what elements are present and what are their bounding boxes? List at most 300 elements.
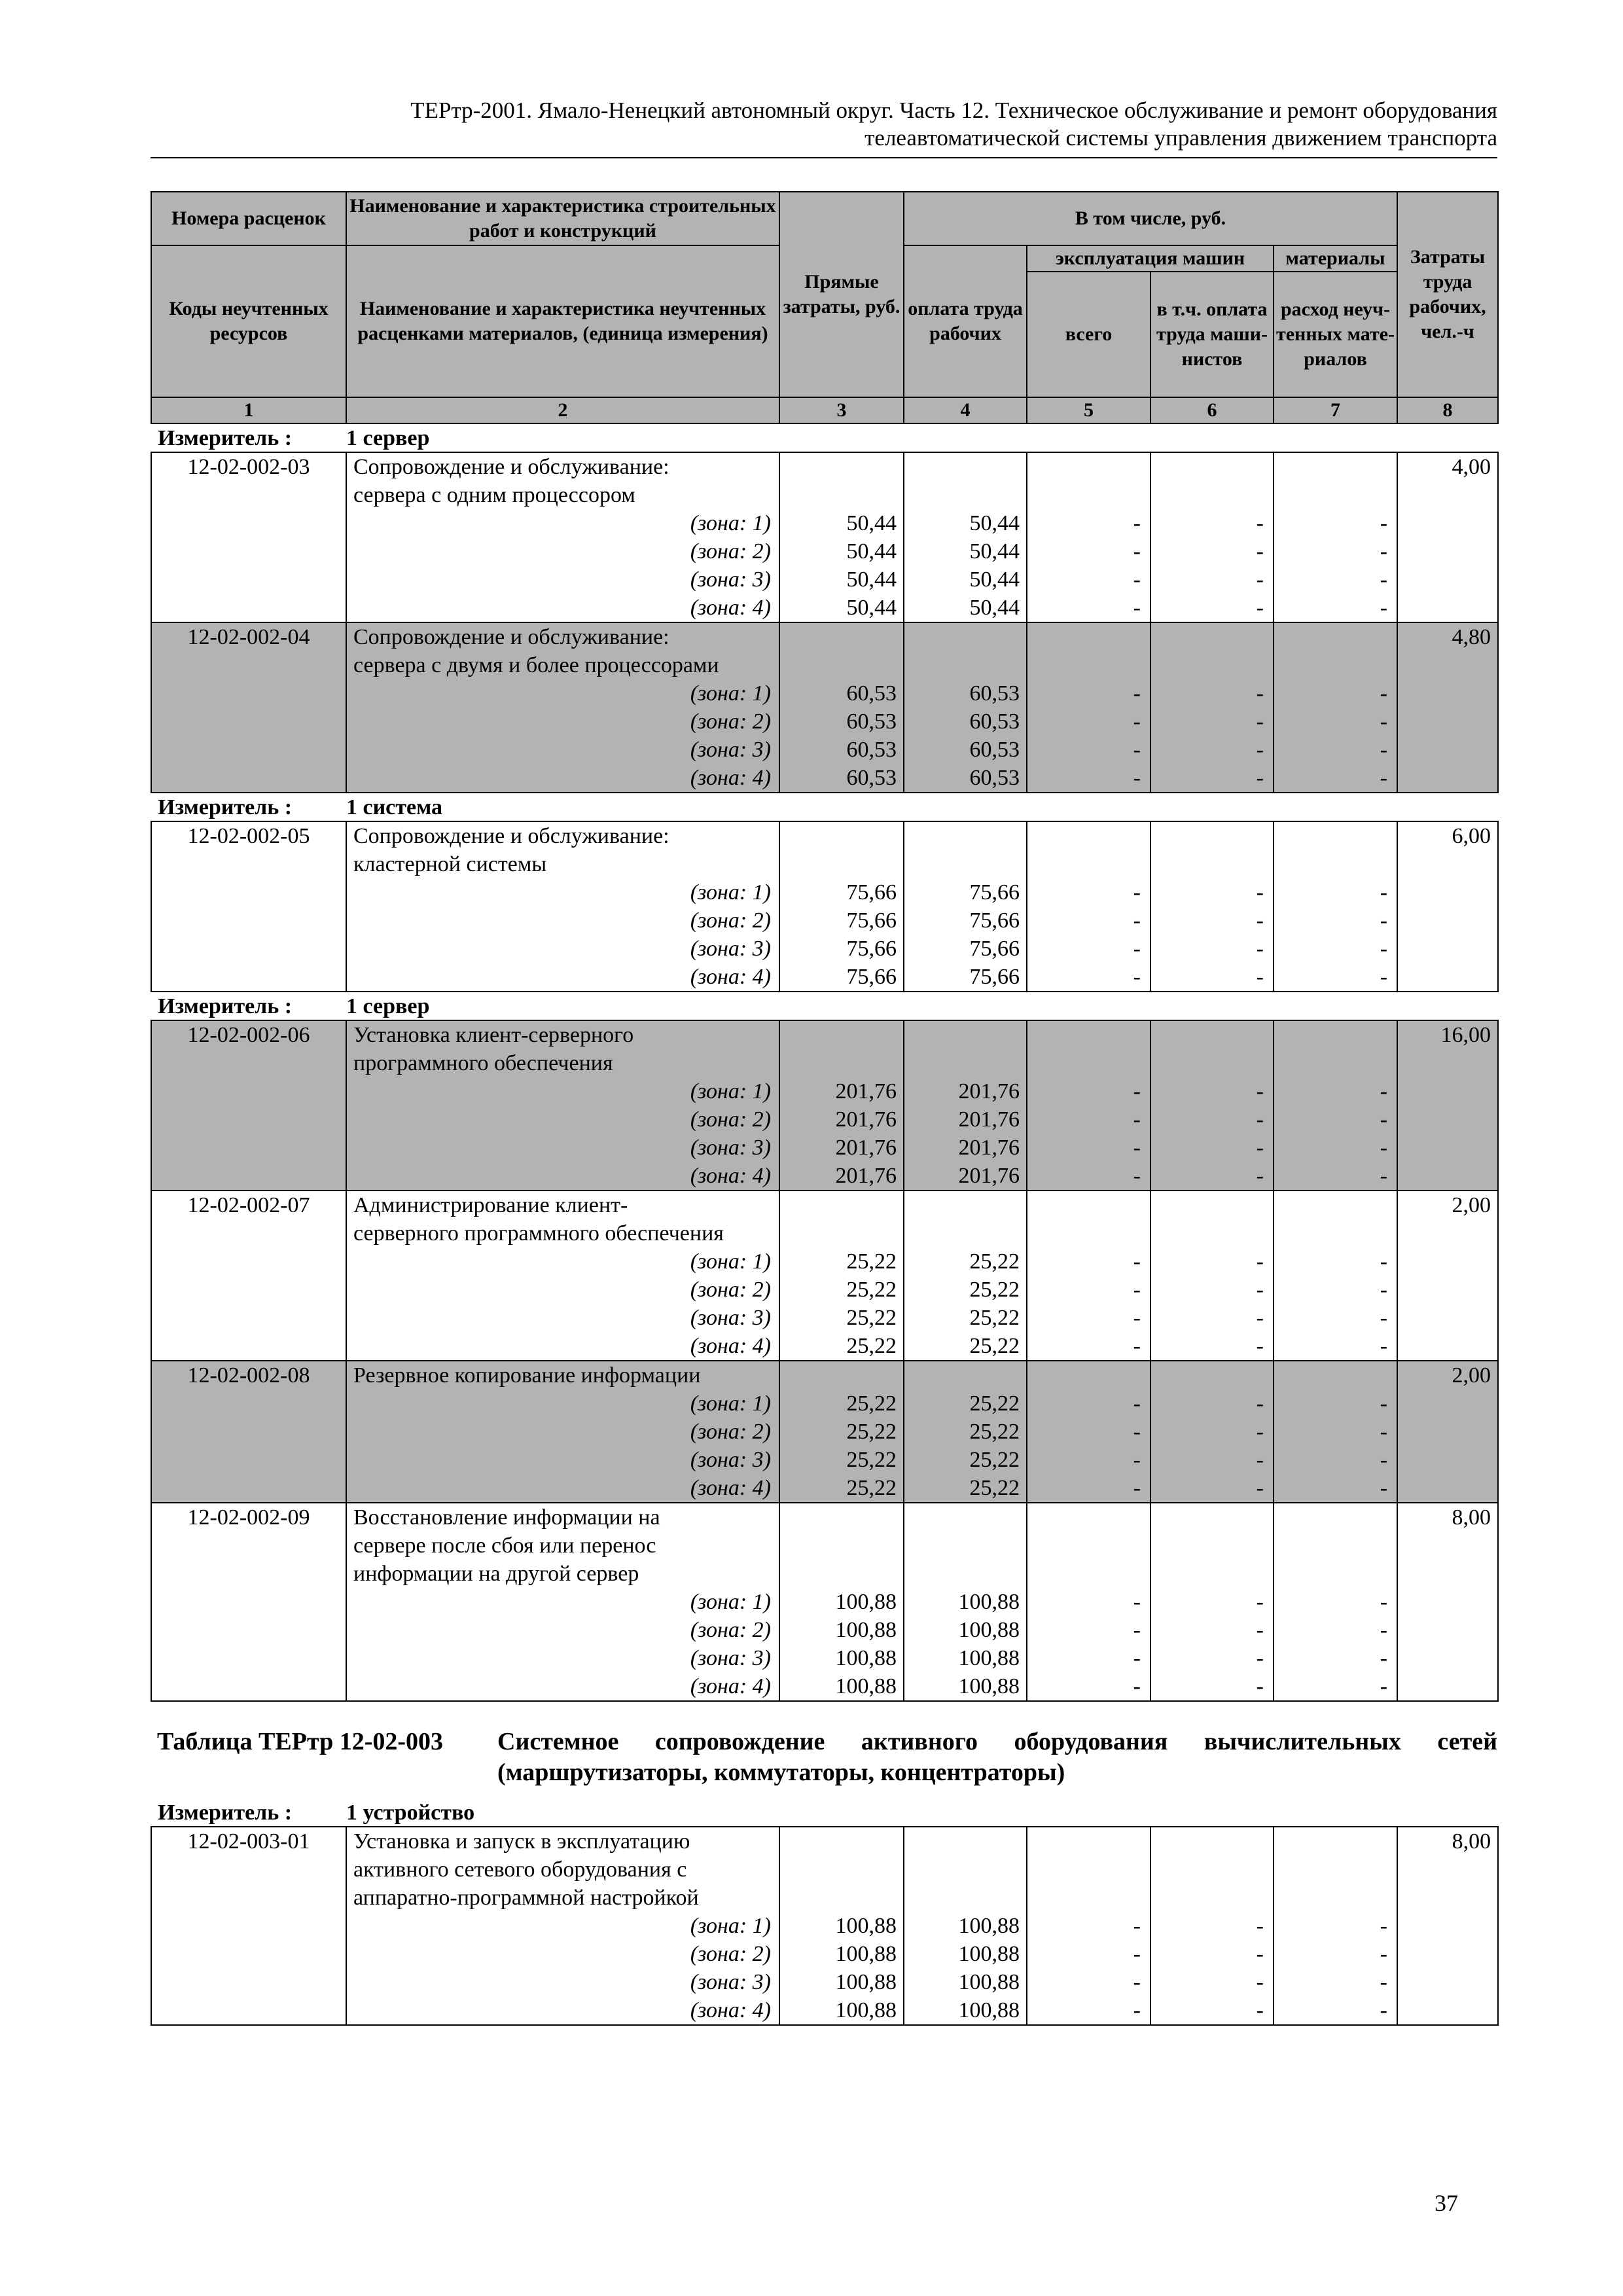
materials-value: - — [1274, 878, 1397, 906]
direct-costs-value: 100,88 — [779, 1644, 904, 1672]
direct-costs-value: 25,22 — [779, 1276, 904, 1304]
direct-costs-value: 60,53 — [779, 736, 904, 764]
worker-pay-value: 100,88 — [904, 1644, 1027, 1672]
labor-cost: 6,00 — [1397, 821, 1498, 850]
empty-cell — [904, 452, 1027, 481]
col-header-materials-use: расход неуч-тенных мате-риалов — [1274, 272, 1397, 397]
measure-label: Измеритель : — [158, 795, 293, 819]
table-row — [151, 1191, 1498, 1219]
empty-cell — [1274, 850, 1397, 878]
operator-pay-value: - — [1150, 1446, 1274, 1474]
labor-cost: 2,00 — [1397, 1361, 1498, 1390]
operator-pay-value: - — [1150, 1588, 1274, 1616]
empty-cell — [1027, 622, 1150, 651]
direct-costs-value: 25,22 — [779, 1332, 904, 1361]
operator-pay-value: - — [1150, 537, 1274, 565]
zone-label: (зона: 1) — [346, 509, 779, 537]
col-header-rate-numbers: Номера расценок — [151, 192, 346, 245]
worker-pay-value: 25,22 — [904, 1247, 1027, 1276]
labor-cost: 8,00 — [1397, 1827, 1498, 1856]
zone-row — [151, 1616, 1498, 1644]
work-name-line: Резервное копирование информации — [346, 1361, 779, 1390]
operator-pay-value: - — [1150, 1672, 1274, 1701]
worker-pay-value: 75,66 — [904, 963, 1027, 992]
machines-total-value: - — [1027, 1247, 1150, 1276]
rate-code-cell — [151, 481, 346, 509]
machines-total-value: - — [1027, 1672, 1150, 1701]
worker-pay-value: 100,88 — [904, 1588, 1027, 1616]
empty-cell — [904, 481, 1027, 509]
empty-cell — [1397, 1049, 1498, 1077]
worker-pay-value: 50,44 — [904, 594, 1027, 622]
zone-label: (зона: 3) — [346, 1446, 779, 1474]
zone-label: (зона: 1) — [346, 1912, 779, 1940]
worker-pay-value: 100,88 — [904, 1672, 1027, 1701]
empty-cell — [1397, 1162, 1498, 1191]
zone-label: (зона: 2) — [346, 1105, 779, 1134]
direct-costs-value: 25,22 — [779, 1474, 904, 1503]
work-name-line: сервера с двумя и более процессорами — [346, 651, 779, 679]
col-header-work-name: Наименование и характеристика строительных работ и конструкций — [346, 192, 779, 245]
operator-pay-value: - — [1150, 1390, 1274, 1418]
empty-cell — [1397, 679, 1498, 708]
col-header-materials-name: Наименование и характеристика неучтенных расценками материалов, (единица измерения) — [346, 245, 779, 397]
col-header-operator-pay: в т.ч. оплата труда маши-нистов — [1150, 272, 1274, 397]
worker-pay-value: 25,22 — [904, 1390, 1027, 1418]
zone-label: (зона: 1) — [346, 1588, 779, 1616]
measure-label: Измеритель : — [158, 426, 293, 450]
machines-total-value: - — [1027, 1304, 1150, 1332]
column-number: 5 — [1027, 397, 1150, 423]
zone-label: (зона: 2) — [346, 537, 779, 565]
rate-code-cell — [151, 1616, 346, 1644]
rate-code-cell — [151, 1672, 346, 1701]
empty-cell — [1027, 1361, 1150, 1390]
zone-label: (зона: 1) — [346, 1077, 779, 1105]
operator-pay-value: - — [1150, 594, 1274, 622]
zone-row — [151, 537, 1498, 565]
measure-unit: 1 сервер — [346, 994, 430, 1018]
table-row — [151, 850, 1498, 878]
rate-code-cell — [151, 1418, 346, 1446]
zone-row — [151, 1105, 1498, 1134]
empty-cell — [1150, 1856, 1274, 1884]
empty-cell — [1397, 565, 1498, 594]
machines-total-value: - — [1027, 906, 1150, 935]
machines-total-value: - — [1027, 1105, 1150, 1134]
empty-cell — [779, 1049, 904, 1077]
worker-pay-value: 50,44 — [904, 509, 1027, 537]
zone-row — [151, 565, 1498, 594]
materials-value: - — [1274, 1474, 1397, 1503]
zone-row — [151, 1134, 1498, 1162]
rate-code-cell — [151, 1077, 346, 1105]
materials-value: - — [1274, 935, 1397, 963]
empty-cell — [1027, 821, 1150, 850]
column-number: 7 — [1274, 397, 1397, 423]
empty-cell — [779, 1884, 904, 1912]
worker-pay-value: 50,44 — [904, 537, 1027, 565]
empty-cell — [779, 622, 904, 651]
materials-value: - — [1274, 1644, 1397, 1672]
work-name-line: Установка и запуск в эксплуатацию — [346, 1827, 779, 1856]
zone-label: (зона: 1) — [346, 878, 779, 906]
zone-row — [151, 1390, 1498, 1418]
zone-row — [151, 708, 1498, 736]
table-row — [151, 452, 1498, 481]
col-header-materials: материалы — [1274, 245, 1397, 272]
machines-total-value: - — [1027, 1588, 1150, 1616]
empty-cell — [1274, 1219, 1397, 1247]
zone-row — [151, 1588, 1498, 1616]
empty-cell — [1397, 850, 1498, 878]
direct-costs-value: 60,53 — [779, 764, 904, 793]
operator-pay-value: - — [1150, 1134, 1274, 1162]
zone-label: (зона: 4) — [346, 1332, 779, 1361]
worker-pay-value: 100,88 — [904, 1940, 1027, 1968]
rates-table — [151, 191, 1499, 1702]
zone-label: (зона: 2) — [346, 1616, 779, 1644]
rate-code-cell — [151, 736, 346, 764]
empty-cell — [904, 1191, 1027, 1219]
worker-pay-value: 100,88 — [904, 1616, 1027, 1644]
direct-costs-value: 201,76 — [779, 1162, 904, 1191]
empty-cell — [779, 1560, 904, 1588]
empty-cell — [1027, 1191, 1150, 1219]
rate-code-cell — [151, 850, 346, 878]
empty-cell — [1397, 906, 1498, 935]
zone-label: (зона: 3) — [346, 1304, 779, 1332]
empty-cell — [904, 1361, 1027, 1390]
empty-cell — [1397, 1418, 1498, 1446]
materials-value: - — [1274, 1616, 1397, 1644]
operator-pay-value: - — [1150, 1912, 1274, 1940]
rate-code-cell — [151, 1332, 346, 1361]
zone-label: (зона: 4) — [346, 764, 779, 793]
empty-cell — [1150, 1560, 1274, 1588]
worker-pay-value: 25,22 — [904, 1276, 1027, 1304]
direct-costs-value: 201,76 — [779, 1134, 904, 1162]
materials-value: - — [1274, 708, 1397, 736]
zone-row — [151, 509, 1498, 537]
zone-row — [151, 1672, 1498, 1701]
machines-total-value: - — [1027, 509, 1150, 537]
direct-costs-value: 100,88 — [779, 1968, 904, 1996]
materials-value: - — [1274, 1105, 1397, 1134]
empty-cell — [1150, 821, 1274, 850]
col-header-including: В том числе, руб. — [904, 192, 1397, 245]
machines-total-value: - — [1027, 1644, 1150, 1672]
empty-cell — [779, 1503, 904, 1532]
labor-cost: 4,80 — [1397, 622, 1498, 651]
rate-code-cell — [151, 708, 346, 736]
table-row — [151, 481, 1498, 509]
rate-code-cell — [151, 1474, 346, 1503]
empty-cell — [1027, 1827, 1150, 1856]
materials-value: - — [1274, 1446, 1397, 1474]
rate-code-cell — [151, 509, 346, 537]
rate-code: 12-02-002-07 — [151, 1191, 346, 1219]
machines-total-value: - — [1027, 565, 1150, 594]
operator-pay-value: - — [1150, 679, 1274, 708]
empty-cell — [904, 1560, 1027, 1588]
page-number: 37 — [1435, 2190, 1458, 2216]
empty-cell — [1150, 622, 1274, 651]
operator-pay-value: - — [1150, 1332, 1274, 1361]
materials-value: - — [1274, 764, 1397, 793]
empty-cell — [1027, 1856, 1150, 1884]
work-name-line: серверного программного обеспечения — [346, 1219, 779, 1247]
empty-cell — [1027, 1503, 1150, 1532]
machines-total-value: - — [1027, 935, 1150, 963]
empty-cell — [1397, 1077, 1498, 1105]
machines-total-value: - — [1027, 679, 1150, 708]
empty-cell — [779, 821, 904, 850]
empty-cell — [779, 1191, 904, 1219]
worker-pay-value: 25,22 — [904, 1332, 1027, 1361]
machines-total-value: - — [1027, 878, 1150, 906]
direct-costs-value: 25,22 — [779, 1418, 904, 1446]
rate-code-cell — [151, 906, 346, 935]
col-header-direct-costs: Прямые затраты, руб. — [779, 192, 904, 397]
table-row — [151, 1884, 1498, 1912]
rate-code-cell — [151, 594, 346, 622]
zone-row — [151, 1474, 1498, 1503]
table-row — [151, 1503, 1498, 1532]
work-name-line: Сопровождение и обслуживание: — [346, 452, 779, 481]
zone-row — [151, 594, 1498, 622]
empty-cell — [1397, 1304, 1498, 1332]
rate-code-cell — [151, 963, 346, 992]
empty-cell — [1397, 1912, 1498, 1940]
zone-row — [151, 1418, 1498, 1446]
machines-total-value: - — [1027, 1276, 1150, 1304]
measure-unit: 1 система — [346, 795, 442, 819]
machines-total-value: - — [1027, 1418, 1150, 1446]
table-row — [151, 1020, 1498, 1049]
empty-cell — [1150, 1191, 1274, 1219]
rate-code-cell — [151, 1856, 346, 1884]
rate-code-cell — [151, 679, 346, 708]
column-number: 8 — [1397, 397, 1498, 423]
work-name-line: Сопровождение и обслуживание: — [346, 821, 779, 850]
col-header-machines: эксплуатация машин — [1027, 245, 1274, 272]
table-row — [151, 1219, 1498, 1247]
zone-label: (зона: 1) — [346, 1247, 779, 1276]
worker-pay-value: 201,76 — [904, 1134, 1027, 1162]
empty-cell — [1397, 1940, 1498, 1968]
direct-costs-value: 75,66 — [779, 963, 904, 992]
direct-costs-value: 100,88 — [779, 1940, 904, 1968]
rate-code-cell — [151, 1560, 346, 1588]
empty-cell — [779, 1827, 904, 1856]
worker-pay-value: 25,22 — [904, 1474, 1027, 1503]
empty-cell — [904, 1532, 1027, 1560]
empty-cell — [1150, 1532, 1274, 1560]
empty-cell — [1397, 935, 1498, 963]
measure-row — [151, 423, 1498, 452]
rate-code-cell — [151, 1219, 346, 1247]
table-body — [151, 423, 1498, 1701]
worker-pay-value: 201,76 — [904, 1077, 1027, 1105]
empty-cell — [1027, 1560, 1150, 1588]
table-row — [151, 1827, 1498, 1856]
zone-row — [151, 1912, 1498, 1940]
empty-cell — [1027, 850, 1150, 878]
column-number: 2 — [346, 397, 779, 423]
zone-label: (зона: 1) — [346, 1390, 779, 1418]
machines-total-value: - — [1027, 594, 1150, 622]
empty-cell — [1397, 963, 1498, 992]
rate-code: 12-02-002-08 — [151, 1361, 346, 1390]
zone-label: (зона: 4) — [346, 963, 779, 992]
direct-costs-value: 25,22 — [779, 1304, 904, 1332]
machines-total-value: - — [1027, 1968, 1150, 1996]
empty-cell — [904, 850, 1027, 878]
running-header-line1: ТЕРтр-2001. Ямало-Ненецкий автономный округ. Часть 12. Техническое обслуживание и ремонт оборудования — [410, 98, 1497, 123]
direct-costs-value: 100,88 — [779, 1672, 904, 1701]
machines-total-value: - — [1027, 1162, 1150, 1191]
table2-title: Системное сопровождение активного оборудования вычислительных сетей (маршрутизаторы, коммутаторы, концентраторы) — [497, 1728, 1497, 1786]
work-name-line: сервере после сбоя или перенос — [346, 1532, 779, 1560]
operator-pay-value: - — [1150, 509, 1274, 537]
operator-pay-value: - — [1150, 736, 1274, 764]
empty-cell — [779, 850, 904, 878]
column-number: 3 — [779, 397, 904, 423]
zone-row — [151, 736, 1498, 764]
empty-cell — [1397, 1856, 1498, 1884]
zone-row — [151, 906, 1498, 935]
empty-cell — [1150, 1219, 1274, 1247]
empty-cell — [904, 1884, 1027, 1912]
zone-row — [151, 935, 1498, 963]
table-row — [151, 1049, 1498, 1077]
empty-cell — [1274, 1020, 1397, 1049]
empty-cell — [1397, 764, 1498, 793]
direct-costs-value: 100,88 — [779, 1616, 904, 1644]
worker-pay-value: 75,66 — [904, 935, 1027, 963]
worker-pay-value: 60,53 — [904, 764, 1027, 793]
worker-pay-value: 25,22 — [904, 1418, 1027, 1446]
empty-cell — [779, 1856, 904, 1884]
table-row — [151, 1532, 1498, 1560]
rate-code: 12-02-002-09 — [151, 1503, 346, 1532]
zone-row — [151, 679, 1498, 708]
machines-total-value: - — [1027, 1446, 1150, 1474]
empty-cell — [1274, 1049, 1397, 1077]
zone-label: (зона: 3) — [346, 565, 779, 594]
empty-cell — [1274, 1191, 1397, 1219]
work-name-line: программного обеспечения — [346, 1049, 779, 1077]
empty-cell — [1274, 1361, 1397, 1390]
rate-code-cell — [151, 1588, 346, 1616]
zone-row — [151, 764, 1498, 793]
zone-row — [151, 1996, 1498, 2025]
empty-cell — [1027, 1884, 1150, 1912]
operator-pay-value: - — [1150, 565, 1274, 594]
empty-cell — [904, 1856, 1027, 1884]
operator-pay-value: - — [1150, 1616, 1274, 1644]
operator-pay-value: - — [1150, 1996, 1274, 2025]
machines-total-value: - — [1027, 963, 1150, 992]
operator-pay-value: - — [1150, 1474, 1274, 1503]
labor-cost: 4,00 — [1397, 452, 1498, 481]
rate-code-cell — [151, 1162, 346, 1191]
rate-code-cell — [151, 1912, 346, 1940]
zone-row — [151, 1304, 1498, 1332]
rate-code: 12-02-002-04 — [151, 622, 346, 651]
rate-code-cell — [151, 1276, 346, 1304]
zone-label: (зона: 4) — [346, 594, 779, 622]
materials-value: - — [1274, 1247, 1397, 1276]
worker-pay-value: 25,22 — [904, 1304, 1027, 1332]
materials-value: - — [1274, 1996, 1397, 2025]
zone-label: (зона: 2) — [346, 906, 779, 935]
empty-cell — [1397, 1105, 1498, 1134]
table-row — [151, 1560, 1498, 1588]
zone-row — [151, 878, 1498, 906]
empty-cell — [1397, 1276, 1498, 1304]
worker-pay-value: 25,22 — [904, 1446, 1027, 1474]
direct-costs-value: 25,22 — [779, 1247, 904, 1276]
zone-label: (зона: 2) — [346, 1418, 779, 1446]
empty-cell — [1397, 1588, 1498, 1616]
materials-value: - — [1274, 1162, 1397, 1191]
empty-cell — [1274, 1503, 1397, 1532]
col-header-labor: Затраты труда рабочих, чел.-ч — [1397, 192, 1498, 397]
machines-total-value: - — [1027, 1390, 1150, 1418]
rate-code-cell — [151, 935, 346, 963]
worker-pay-value: 60,53 — [904, 679, 1027, 708]
rate-code-cell — [151, 1446, 346, 1474]
worker-pay-value: 201,76 — [904, 1162, 1027, 1191]
measure-unit: 1 устройство — [346, 1801, 475, 1825]
rate-code-cell — [151, 1390, 346, 1418]
labor-cost: 8,00 — [1397, 1503, 1498, 1532]
rate-code-cell — [151, 1105, 346, 1134]
direct-costs-value: 75,66 — [779, 935, 904, 963]
direct-costs-value: 25,22 — [779, 1446, 904, 1474]
empty-cell — [1397, 1332, 1498, 1361]
empty-cell — [1150, 1020, 1274, 1049]
measure-row — [151, 793, 1498, 821]
zone-row — [151, 1940, 1498, 1968]
operator-pay-value: - — [1150, 935, 1274, 963]
worker-pay-value: 100,88 — [904, 1996, 1027, 2025]
empty-cell — [1150, 651, 1274, 679]
empty-cell — [1397, 878, 1498, 906]
empty-cell — [1397, 1446, 1498, 1474]
table-row — [151, 1856, 1498, 1884]
materials-value: - — [1274, 1276, 1397, 1304]
zone-label: (зона: 2) — [346, 1940, 779, 1968]
worker-pay-value: 60,53 — [904, 708, 1027, 736]
materials-value: - — [1274, 1968, 1397, 1996]
operator-pay-value: - — [1150, 1162, 1274, 1191]
worker-pay-value: 75,66 — [904, 878, 1027, 906]
empty-cell — [904, 1827, 1027, 1856]
empty-cell — [1397, 1390, 1498, 1418]
worker-pay-value: 50,44 — [904, 565, 1027, 594]
machines-total-value: - — [1027, 1474, 1150, 1503]
empty-cell — [779, 1219, 904, 1247]
machines-total-value: - — [1027, 764, 1150, 793]
table2-body — [151, 1799, 1498, 2025]
direct-costs-value: 60,53 — [779, 708, 904, 736]
empty-cell — [1274, 1856, 1397, 1884]
empty-cell — [1274, 481, 1397, 509]
operator-pay-value: - — [1150, 1247, 1274, 1276]
